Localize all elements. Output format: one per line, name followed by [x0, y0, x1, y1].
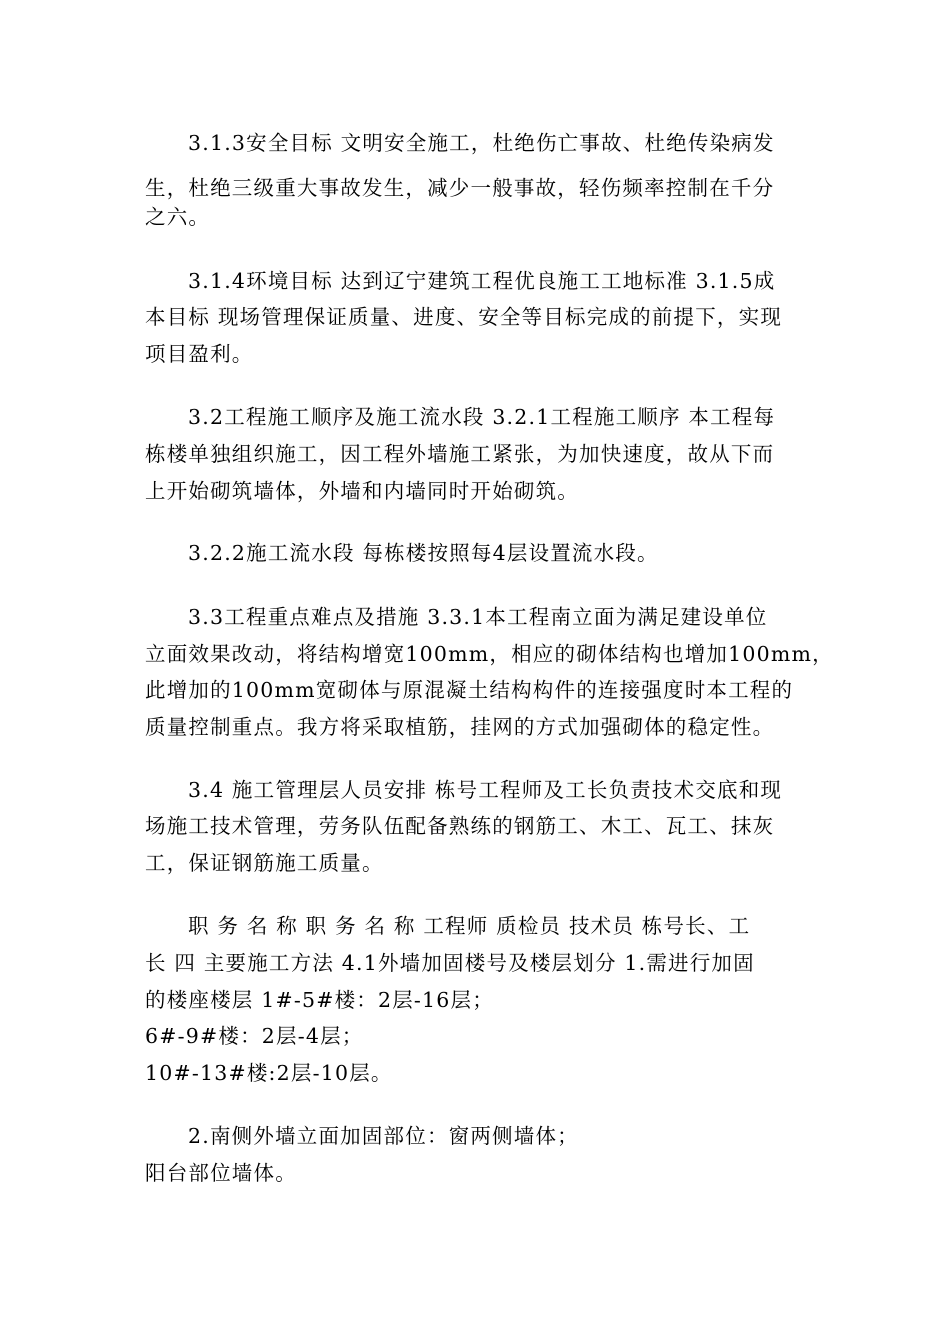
paragraph-5-line-3: 此增加的100mm宽砌体与原混凝土结构构件的连接强度时本工程的: [145, 678, 794, 702]
paragraph-2-line-2: 本目标 现场管理保证质量、进度、安全等目标完成的前提下，实现: [145, 305, 783, 329]
paragraph-5-line-4: 质量控制重点。我方将采取植筋，挂网的方式加强砌体的稳定性。: [145, 715, 775, 739]
paragraph-7-line-3: 的楼座楼层 1#-5#楼：2层-16层；: [145, 988, 494, 1012]
paragraph-5-line-1: 3.3工程重点难点及措施 3.3.1本工程南立面为满足建设单位: [188, 605, 768, 629]
paragraph-5-line-2: 立面效果改动，将结构增宽100mm，相应的砌体结构也增加100mm，: [145, 642, 834, 666]
paragraph-4-line-1: 3.2.2施工流水段 每栋楼按照每4层设置流水段。: [188, 541, 659, 565]
paragraph-6-line-1: 3.4 施工管理层人员安排 栋号工程师及工长负责技术交底和现: [188, 778, 783, 802]
paragraph-1-line-1: 3.1.3安全目标 文明安全施工，杜绝伤亡事故、杜绝传染病发: [188, 131, 775, 155]
paragraph-8-line-2: 阳台部位墙体。: [145, 1161, 297, 1185]
paragraph-8-line-1: 2.南侧外墙立面加固部位：窗两侧墙体；: [188, 1124, 579, 1148]
paragraph-3-line-1: 3.2工程施工顺序及施工流水段 3.2.1工程施工顺序 本工程每: [188, 405, 776, 429]
paragraph-7-line-1: 职 务 名 称 职 务 名 称 工程师 质检员 技术员 栋号长、工: [188, 914, 751, 938]
paragraph-2-line-3: 项目盈利。: [145, 342, 254, 366]
paragraph-6-line-3: 工，保证钢筋施工质量。: [145, 851, 384, 875]
paragraph-7-line-5: 10#-13#楼:2层-10层。: [145, 1061, 393, 1085]
paragraph-1-line-3: 之六。: [145, 205, 211, 229]
paragraph-7-line-4: 6#-9#楼：2层-4层；: [145, 1024, 364, 1048]
paragraph-7-line-2: 长 四 主要施工方法 4.1外墙加固楼号及楼层划分 1.需进行加固: [145, 951, 755, 975]
paragraph-3-line-2: 栋楼单独组织施工，因工程外墙施工紧张，为加快速度，故从下而: [145, 442, 775, 466]
paragraph-2-line-1: 3.1.4环境目标 达到辽宁建筑工程优良施工工地标准 3.1.5成: [188, 269, 776, 293]
paragraph-3-line-3: 上开始砌筑墙体，外墙和内墙同时开始砌筑。: [145, 479, 579, 503]
paragraph-6-line-2: 场施工技术管理，劳务队伍配备熟练的钢筋工、木工、瓦工、抹灰: [145, 814, 775, 838]
paragraph-1-line-2: 生，杜绝三级重大事故发生，减少一般事故，轻伤频率控制在千分: [145, 176, 775, 200]
